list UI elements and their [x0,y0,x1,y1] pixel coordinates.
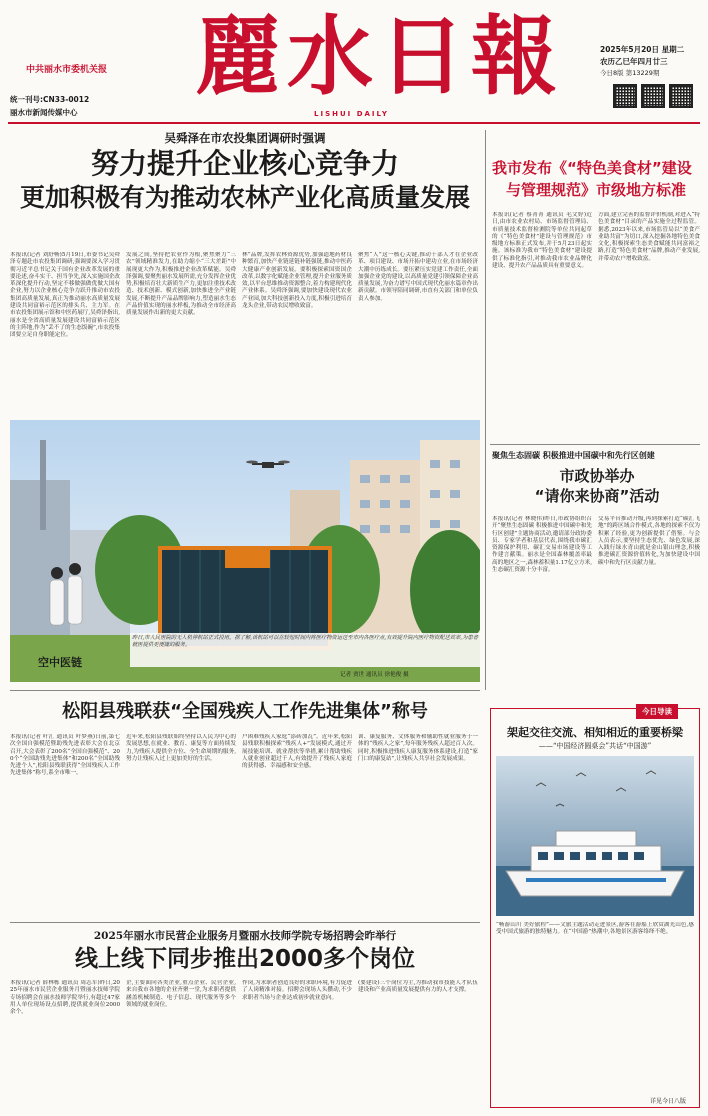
today-subheadline: ——“中国经济圆桌会”共话“中国游” [538,742,652,750]
lead-kicker: 吴舜泽在市农投集团调研时强调 [164,131,326,145]
qr-code-icon [641,84,665,108]
right-headline-1: 我市发布《“特色美食材”建设 [492,159,692,177]
section-divider [10,690,480,691]
today-headline: 架起交往交流、相知相近的重要桥梁 [507,726,683,739]
lunar-date: 农历乙巳年四月廿三 [600,57,668,66]
story2-col-3: 户困难残疾人家庭“添砖加瓦”。近年来,松阳县残联积极探索“残疾人+”发展模式,通过开展技能培训、就业帮扶等举措,累计帮助残疾人就业创业超过千人,有效提升了残疾人家庭的获得感、幸福感和安全感。 [242,734,352,770]
photo-credit: 记者 贾世 通讯员 徐艳俊 摄 [340,672,409,678]
lead-headline-2: 更加积极有为推动农林产业化高质量发展 [19,183,470,212]
lead-col-2: 发展之间,坚持把农业作为根,聚焦聚力“三农”领域精准发力,在助力缩小“三大差距”中展现更大作为,积极推进企业改革赋能。吴舜泽强调,要聚焦丽水发展所需,充分发挥企业优势,积极培育壮大新质生产力,更加注重技术改造、技术创新、模式创新,加快推进全产业链发展,不断提升产品品牌影响力,塑造丽水生态产品价值实现的丽水样板,为推动全市经济高质量发展作出新的更大贡献。 [126,252,236,317]
story3-col-3: 作岗,为求职者创造良好的求职环境,有力促进了人岗精准对接。招聘会现场人头攒动,不少求职者当场与企业达成初步就业意向。 [242,980,352,1001]
section-divider [490,444,700,445]
today-guide-tag: 今日导读 [636,704,678,719]
publisher: 丽水市新闻传媒中心 [10,108,78,117]
lead-col-4: 聚焦“人”这一核心关键,推动干部人才在企业改革、项目建设、市场开拓中建功立业,在市场经济大潮中历练成长。要压紧压实党建工作责任,全面加强企业党的建设,以高质量党建引领保障企业高质量发展,为奋力谱写中国式现代化丽水篇章作出新贡献。市领导陪同调研,市直有关部门和单位负责人参加。 [358,252,478,302]
story2-col-4: 训、康复服务、文体服务和辅助性就业服务于一体的“残疾人之家”,每年服务残疾人超过百人次。同时,积极推进残疾人康复服务体系建设,打造“家门口的康复站”,让残疾人共享社会发展成果。 [358,734,478,762]
right-top-col-1: 本报讯(记者 蔡菁菁 通讯员 毛文婷)近日,由市农业农村局、市场监督管理局、市质量技术监督检测院等单位共同起草的《“特色美食材”建设与管理规范》市级地方标准正式发布,并于5月23日起实施。该标准为我市“特色美食材”建设提供了标准化指引,对推动我市农业品牌化建设、提升农产品品质具有重要意义。 [492,212,592,270]
column-divider [485,130,486,690]
story3-kicker: 2025年丽水市民营企业服务月暨丽水技师学院专场招聘会昨举行 [93,930,397,942]
right-mid-kicker: 聚焦生态固碳 积极推进中国碳中和先行区创建 [492,450,655,460]
qr-code-icon [669,84,693,108]
lead-col-3: 林”品牌,发挥农林资源优势,加强道地药材良种繁育,加快产业链延链补链强链,推动中医药大健康产业创新发展。要积极探索国资国企改革,以数字化赋能企业管理,提升企业服务质效,以平台思维推动资源整合,着力构建现代化产业体系。吴舜泽强调,要加快建设现代农业产业园,加大科技创新投入力度,积极引进培育龙头企业,带动农民增收致富。 [242,252,352,310]
story2-headline: 松阳县残联获“全国残疾人工作先进集体”称号 [62,701,428,722]
today-page-ref[interactable]: 详见今日八版 [650,1098,687,1105]
issue-number: 今日8版 第13229期 [600,69,660,77]
masthead-rule [8,122,700,124]
story2-col-2: 近年来,松阳县残联始终坚持以人民为中心的发展思想,在就业、教育、康复等方面持续发力,为残疾人提供全方位、全生命周期的服务,努力让残疾人过上更加美好的生活。 [126,734,236,762]
qr-code-icon [613,84,637,108]
lead-col-1: 本报讯(记者 刘舒畅)5月19日,市委书记吴舜泽专题赴市农投集团调研,强调要深入学习贯彻习近平总书记关于国有企业改革发展的重要论述,奋斗实干、担当争先,深入实施国企改革深化提升行动,坚定不移做强做优做大国有企业,努力以企业核心竞争力跃升推动市农投集团高质量发展,真正为推动丽水高质量发展建设共同富裕示范区的排头兵、主力军。在市农投集团展示馆和中医药展厅,吴舜泽指出,丽水是全省高质量发展建设共同富裕示范区的主阵地,作为“丢不了的生态饭碗”,市农投集团要立足自身职能定位。 [10,252,120,339]
ferry-photo [496,756,694,916]
issue-date: 2025年5月20日 星期二 [600,45,685,54]
cn-number: 统一刊号:CN33-0012 [10,95,90,104]
right-mid-col-2: 交易平台推动升级,再到探索打造“碳汇飞地”的跨区域合作模式,各地的探索不仅为积累了经验,更为创新提供了借鉴。与会人员表示,要坚持生态优先、绿色发展,深入践行绿水青山就是金山银山理念,积极推进碳汇资源价值转化,为加快建设中国碳中和先行区贡献力量。 [598,516,700,566]
newspaper-title: 麗水日報 [195,6,563,107]
photo-caption: 昨日,市人民医院的无人机停机站正式投用。据了解,该机站可以在较短时间内将医疗物资运送至市内各医疗点,有效提升院内医疗物资配送效率,为患者就医提供更便捷的服务。 [130,633,480,667]
photo-label: 空中医链 [38,656,82,669]
title-pinyin: LISHUI DAILY [314,110,389,118]
right-mid-col-1: 本报讯(记者 林晓伟)昨日,市政协组织召开“聚焦生态固碳 积极推进中国碳中和先行区创建”主题协商活动,邀请部分政协委员、专家学者和基层代表,围绕我市碳汇资源保护利用、碳汇交易市场建设等工作建言献策。丽水是全国森林覆盖率最高的地区之一,森林蓄积量1.17亿立方米,生态碳汇资源十分丰富。 [492,516,592,574]
story3-col-1: 本报讯(记者 薛林栋 通讯员 周志军)昨日,2025年丽水市民营企业服务月暨丽水技师学院专场招聘会在丽水技师学院举行,有超过47家用人单位现场设点招聘,提供就业岗位2000余个。 [10,980,120,1016]
ferry-illustration [496,756,694,916]
right-top-col-2: 方面,建立完善的监督评价机制,对进入“特色美食材”目录的产品实施全过程监管。据悉,2023年以来,市场监管局以“美食产业助共富”为切口,深入挖掘各地特色美食文化,积极探索生态美食赋能共同富裕之路,打造“特色美食材”品牌,推动产业发展,并带动农户增收致富。 [598,212,700,262]
story2-col-1: 本报讯(记者 叶汇 通讯员 叶梦燕)日前,第七次全国自强模范暨助残先进表彰大会在北京召开,大会表彰了200名“全国自强模范”、200个“全国助残先进集体”和200名“全国助残先进个人”,松阳县残联获得“全国残疾人工作先进集体”称号,系全市唯一。 [10,734,120,777]
right-headline-2: 与管理规范》市级地方标准 [506,181,687,199]
right-mid-headline-1: 市政协举办 [559,467,635,485]
story3-headline: 线上线下同步推出2000多个岗位 [74,946,415,972]
right-mid-headline-2: “请你来协商”活动 [534,487,660,505]
organ-label: 中共丽水市委机关报 [26,65,108,75]
today-caption: “畅游山川 美好旅程”——文旅主题活动走进景区,游客在游船上欣赏湖光山色,感受中国式旅游的独特魅力。在“中国游”热潮中,各地景区游客络绎不绝。 [496,922,694,936]
story3-col-2: 企,主要面向各类企业,重点企业、民营企业,来自我市各地的企业齐聚一堂,为求职者提供涵盖机械制造、电子信息、现代服务等多个领域的就业岗位。 [126,980,236,1008]
story3-col-4: (要建设)三个岗位为主,为推动我市技能人才队伍建设和产业高质量发展提供有力的人才支撑。 [358,980,478,994]
section-divider [10,922,480,923]
lead-headline-1: 努力提升企业核心竞争力 [90,147,399,180]
